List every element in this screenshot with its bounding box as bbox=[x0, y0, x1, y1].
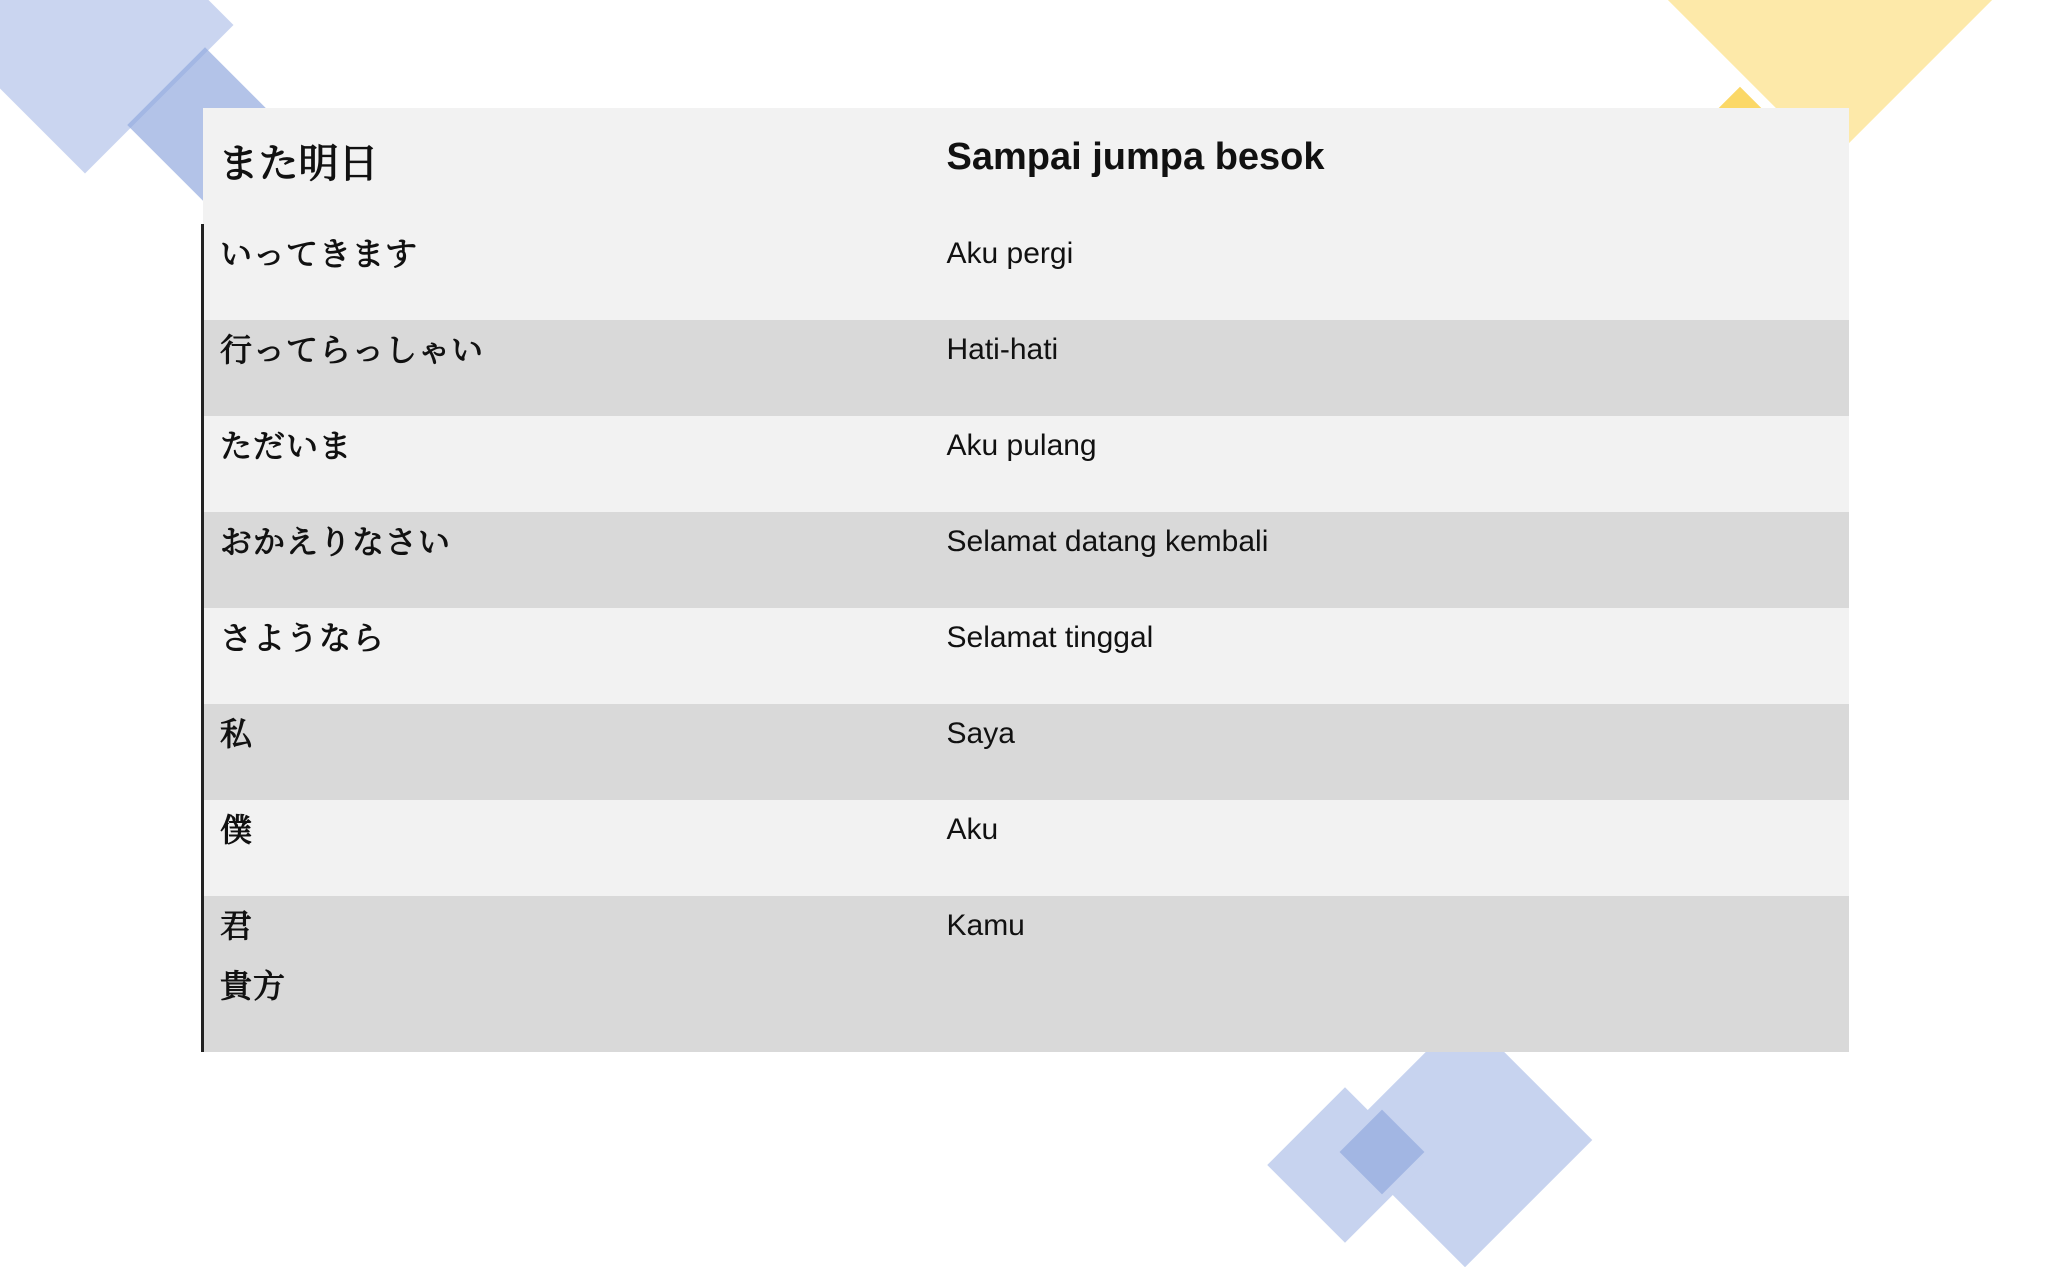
japanese-term: 君 bbox=[220, 907, 254, 945]
japanese-cell bbox=[203, 320, 931, 416]
table-row bbox=[203, 224, 1849, 320]
japanese-term: 僕 bbox=[220, 811, 254, 849]
vocabulary-table bbox=[201, 108, 1850, 1052]
japanese-term: ただいま bbox=[220, 427, 353, 465]
japanese-cell bbox=[203, 704, 931, 800]
table-row bbox=[203, 320, 1849, 416]
japanese-term: 私 bbox=[220, 715, 254, 753]
japanese-cell bbox=[203, 416, 931, 512]
indonesian-cell: Aku pergi bbox=[931, 224, 1849, 320]
indonesian-cell: Aku bbox=[931, 800, 1849, 896]
japanese-cell bbox=[203, 608, 931, 704]
table-row bbox=[203, 800, 1849, 896]
japanese-term: おかえりなさい bbox=[220, 523, 452, 561]
japanese-term: いってきます bbox=[220, 235, 419, 273]
table-header-row bbox=[203, 108, 1849, 224]
japanese-cell bbox=[203, 800, 931, 896]
japanese-cell bbox=[203, 512, 931, 608]
japanese-term: 貴方 bbox=[220, 967, 287, 1005]
header-indonesian: Sampai jumpa besok bbox=[931, 108, 1849, 224]
header-japanese: また明日 bbox=[203, 108, 931, 224]
japanese-cell bbox=[203, 224, 931, 320]
table-row bbox=[203, 512, 1849, 608]
indonesian-cell: Selamat datang kembali bbox=[931, 512, 1849, 608]
indonesian-cell: Kamu bbox=[931, 896, 1849, 1052]
indonesian-cell: Aku pulang bbox=[931, 416, 1849, 512]
table-row bbox=[203, 896, 1849, 1052]
table-row bbox=[203, 704, 1849, 800]
indonesian-cell: Hati-hati bbox=[931, 320, 1849, 416]
table-row bbox=[203, 416, 1849, 512]
japanese-term: さようなら bbox=[220, 619, 386, 657]
indonesian-cell: Saya bbox=[931, 704, 1849, 800]
japanese-term: 行ってらっしゃい bbox=[220, 331, 485, 369]
table-row bbox=[203, 608, 1849, 704]
japanese-cell bbox=[203, 896, 931, 1052]
indonesian-cell: Selamat tinggal bbox=[931, 608, 1849, 704]
